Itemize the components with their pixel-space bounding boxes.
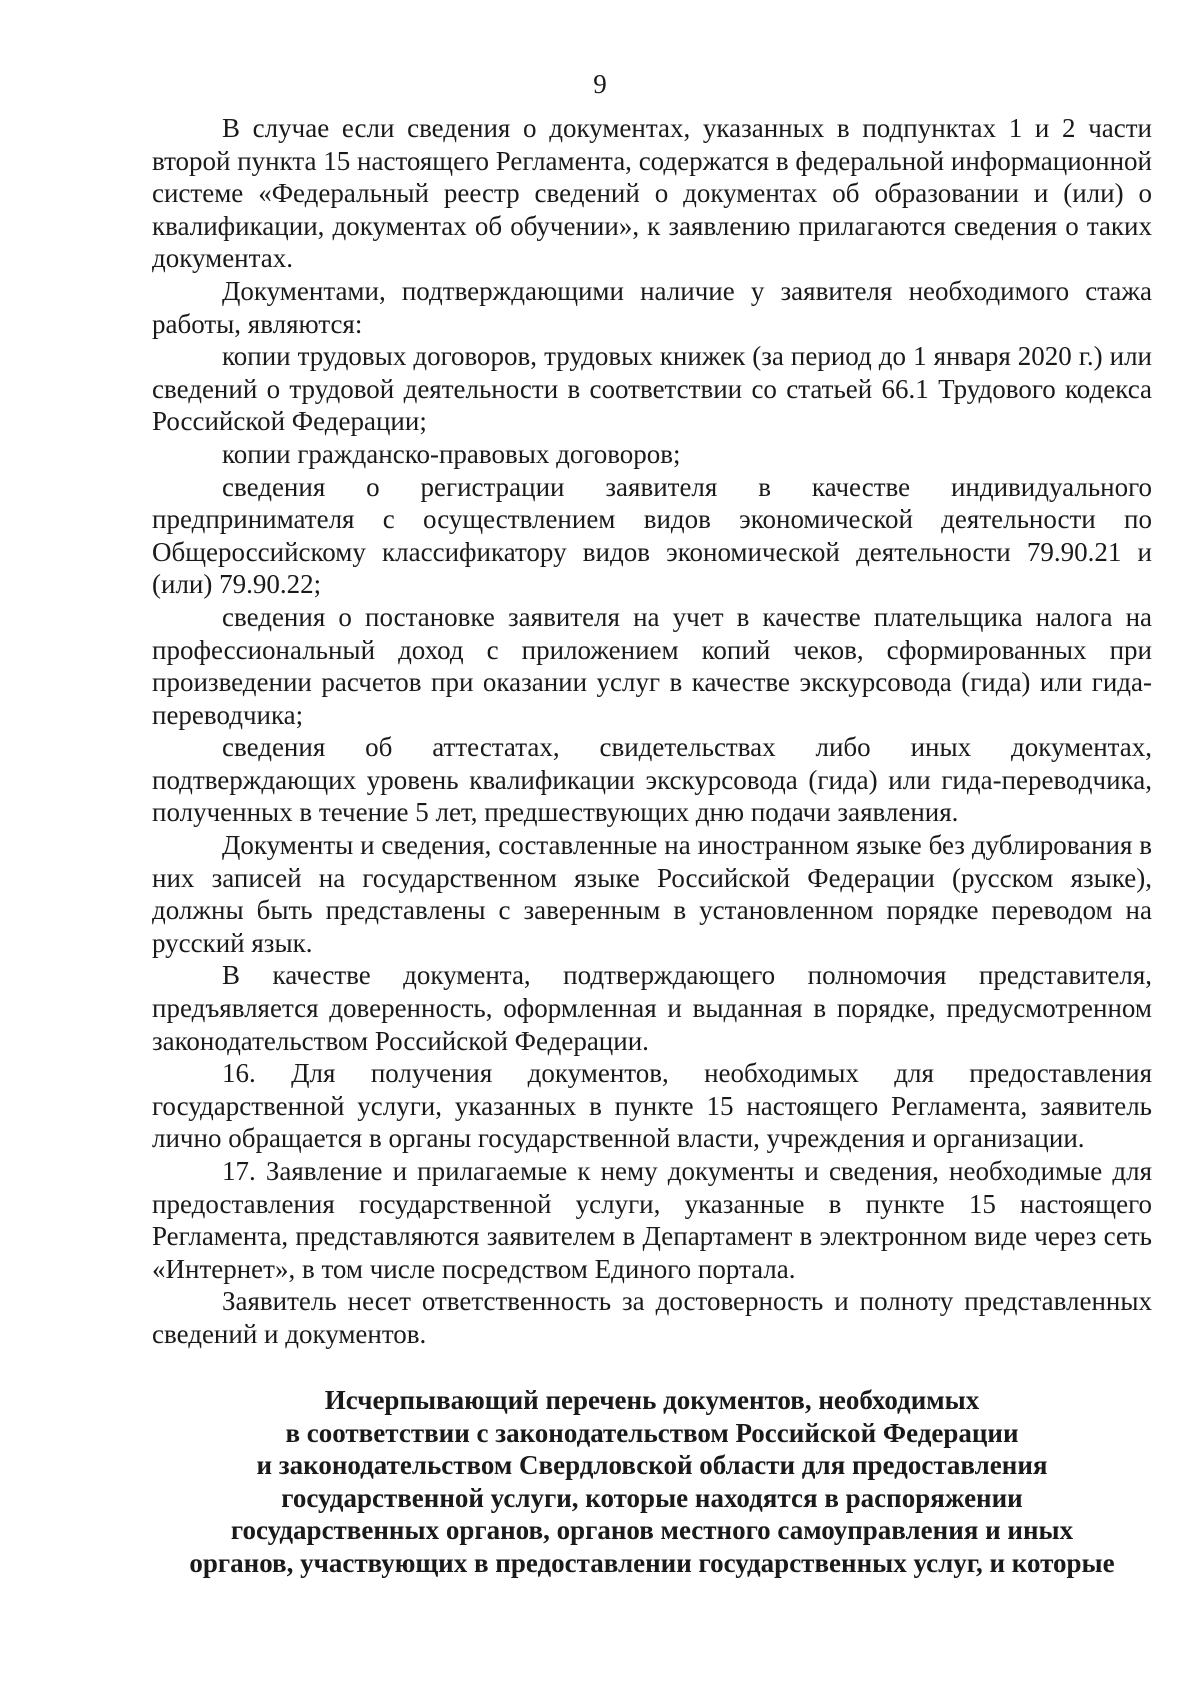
heading-line: государственных органов, органов местного самоуправления и иных bbox=[230, 1515, 1074, 1545]
paragraph-experience-docs-intro: Документами, подтверждающими наличие у заявителя необходимого стажа работы, являются: bbox=[152, 275, 1152, 339]
paragraph-self-employed-tax: сведения о постановке заявителя на учет в качестве плательщика налога на профессиональный доход с приложением копий чеков, сформированных при произведении расчетов при оказании услуг в качестве экскурсовода (гида) или гида-переводчика; bbox=[152, 601, 1152, 730]
paragraph-labor-contracts: копии трудовых договоров, трудовых книжек (за период до 1 января 2020 г.) или сведений о трудовой деятельности в соответствии со статьей 66.1 Трудового кодекса Российской Федерации; bbox=[152, 341, 1152, 437]
heading-line: в соответствии с законодательством Российской Федерации bbox=[285, 1417, 1019, 1448]
paragraph-civil-contracts: копии гражданско-правовых договоров; bbox=[222, 438, 681, 469]
page-number: 9 bbox=[593, 69, 607, 99]
paragraph-frdo-info: В случае если сведения о документах, указанных в подпунктах 1 и 2 части второй пункта 15 настоящего Регламента, содержатся в федеральной информационной системе «Федеральный реестр сведений о документах об образовании и (или) о квалификации, документах об обучении», к заявлению прилагаются сведения о таких документах. bbox=[152, 113, 1152, 274]
section-heading bbox=[152, 1384, 1152, 1579]
heading-line: и законодательством Свердловской области для предоставления bbox=[256, 1450, 1048, 1480]
paragraph-foreign-language-docs: Документы и сведения, составленные на иностранном языке без дублирования в них записей на государственном языке Российской Федерации (русском языке), должны быть представлены с заверенным в установленном порядке переводом на русский язык. bbox=[152, 830, 1152, 958]
document-body bbox=[152, 112, 1152, 1351]
heading-line: органов, участвующих в предоставлении государственных услуг, и которые bbox=[189, 1547, 1115, 1578]
paragraph-item-16: 16. Для получения документов, необходимых для предоставления государственной услуги, указанных в пункте 15 настоящего Регламента, заявитель лично обращается в органы государственной власти, учреждения и организации. bbox=[152, 1058, 1152, 1154]
paragraph-entrepreneur-registration: сведения о регистрации заявителя в качестве индивидуального предпринимателя с осуществлением видов экономической деятельности по Общероссийскому классификатору видов экономической деятельности 79.90.21 и (или) 79.90.22; bbox=[152, 471, 1152, 600]
paragraph-power-of-attorney: В качестве документа, подтверждающего полномочия представителя, предъявляется доверенность, оформленная и выданная в порядке, предусмотренном законодательством Российской Федерации. bbox=[152, 960, 1152, 1056]
paragraph-applicant-responsibility: Заявитель несет ответственность за достоверность и полноту представленных сведений и документов. bbox=[152, 1286, 1152, 1349]
paragraph-item-17: 17. Заявление и прилагаемые к нему документы и сведения, необходимые для предоставления государственной услуги, указанные в пункте 15 настоящего Регламента, представляются заявителем в Департамент в электронном виде через сеть «Интернет», в том числе посредством Единого портала. bbox=[152, 1156, 1152, 1284]
heading-line: Исчерпывающий перечень документов, необходимых bbox=[324, 1385, 980, 1415]
heading-line: государственной услуги, которые находятся в распоряжении bbox=[281, 1482, 1023, 1513]
paragraph-attestations: сведения об аттестатах, свидетельствах либо иных документах, подтверждающих уровень квалификации экскурсовода (гида) или гида-переводчика, полученных в течение 5 лет, предшествующих дню подачи заявления. bbox=[152, 732, 1152, 828]
